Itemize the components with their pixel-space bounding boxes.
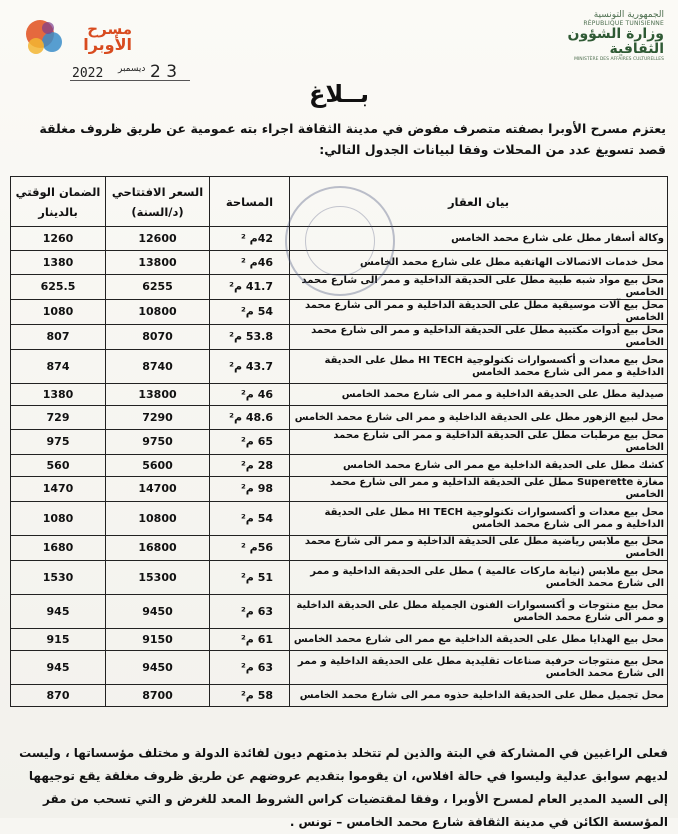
- table-row: [11, 502, 668, 536]
- cell-guarantee: 560: [11, 455, 106, 477]
- opera-logo-mark-icon: [22, 12, 70, 60]
- cell-guarantee: 945: [11, 651, 106, 685]
- cell-description: محل بيع معدات و أكسسوارات تكنولوجية HI TECH مطل على الحديقة الداخلية و ممر الى شارع محمد الخامس: [290, 350, 668, 384]
- cell-area: 43.7 م²: [210, 350, 290, 384]
- cell-guarantee: 1680: [11, 536, 106, 561]
- opera-logo-line1: مسرح: [87, 20, 132, 38]
- ministry-republic-fr: RÉPUBLIQUE TUNISIENNE: [583, 20, 664, 27]
- cell-guarantee: 915: [11, 629, 106, 651]
- ministry-name-fr: MINISTÈRE DES AFFAIRES CULTURELLES: [574, 57, 664, 62]
- official-stamp-inner: [305, 206, 375, 276]
- cell-price: 16800: [106, 536, 210, 561]
- cell-price: 10800: [106, 300, 210, 325]
- table-row: [11, 430, 668, 455]
- cell-area: 54 م²: [210, 502, 290, 536]
- cell-guarantee: 1260: [11, 227, 106, 251]
- cell-guarantee: 870: [11, 685, 106, 707]
- cell-guarantee: 625.5: [11, 275, 106, 300]
- closing-paragraph: فعلى الراغبين في المشاركة في البتة والذين لم تتخلد بذمتهم ديون لفائدة الدولة و مختلف مؤسساتها ، وليست لديهم سوابق عدلية وليسوا في حالة افلاس، ان يقوموا بتقديم عروضهم عن طريق ظروف مغلقة يقع توجيهها إلى السيد المدير العام لمسرح الأوبرا ، وفقا لمقتضيات كراس الشروط المعد للغرض و التي تسحب من مقر المؤسسة الكائن في مدينة الثقافة شارع محمد الخامس – تونس .: [19, 746, 668, 829]
- cell-area: 48.6 م²: [210, 406, 290, 430]
- cell-description: محل بيع أدوات مكتبية مطل على الحديقة الداخلية و ممر الى شارع محمد الخامس: [290, 325, 668, 350]
- header-price: السعر الافتتاحي (د/السنة): [106, 177, 210, 227]
- ministry-republic-ar: الجمهورية التونسية: [593, 10, 664, 20]
- ministry-name-ar: وزارة الشؤون الثقافية: [567, 26, 664, 57]
- cell-area: 51 م²: [210, 561, 290, 595]
- cell-description: محل بيع ملابس رياضية مطل على الحديقة الداخلية و ممر الى شارع محمد الخامس: [290, 536, 668, 561]
- cell-area: 53.8 م²: [210, 325, 290, 350]
- cell-description: وكالة أسفار مطل على شارع محمد الخامس: [290, 227, 668, 251]
- cell-price: 8740: [106, 350, 210, 384]
- table-row: [11, 325, 668, 350]
- cell-description: محل بيع آلات موسيقية مطل على الحديقة الداخلية و ممر الى شارع محمد الخامس: [290, 300, 668, 325]
- table-body: [11, 227, 668, 707]
- cell-description: كشك مطل على الحديقة الداخلية مع ممر الى شارع محمد الخامس: [290, 455, 668, 477]
- date-year: 2022: [72, 66, 104, 81]
- cell-price: 7290: [106, 406, 210, 430]
- cell-price: 9750: [106, 430, 210, 455]
- cell-description: محل بيع مرطبات مطل على الحديقة الداخلية و ممر الى شارع محمد الخامس: [290, 430, 668, 455]
- cell-price: 15300: [106, 561, 210, 595]
- cell-description: مغازة Superette مطل على الحديقة الداخلية و ممر الى شارع محمد الخامس: [290, 477, 668, 502]
- table-row: [11, 629, 668, 651]
- cell-price: 13800: [106, 251, 210, 275]
- cell-guarantee: 1080: [11, 300, 106, 325]
- cell-description: محل بيع منتوجات حرفية صناعات تقليدية مطل على الحديقة الداخلية و ممر الى شارع محمد الخامس: [290, 651, 668, 685]
- cell-description: محل بيع مواد شبه طبية مطل على الحديقة الداخلية و ممر الى شارع محمد الخامس: [290, 275, 668, 300]
- official-stamp: [285, 186, 395, 296]
- cell-description: محل خدمات الاتصالات الهاتفية مطل على شارع محمد الخامس: [290, 251, 668, 275]
- cell-area: 41.7 م²: [210, 275, 290, 300]
- cell-price: 9450: [106, 651, 210, 685]
- cell-guarantee: 1380: [11, 251, 106, 275]
- table-row: [11, 561, 668, 595]
- cell-area: 28 م²: [210, 455, 290, 477]
- table-row: [11, 595, 668, 629]
- cell-guarantee: 975: [11, 430, 106, 455]
- cell-description: محل بيع منتوجات و أكسسوارات الفنون الجميلة مطل على الحديقة الداخلية و ممر الى شارع محمد الخامس: [290, 595, 668, 629]
- cell-guarantee: 807: [11, 325, 106, 350]
- cell-area: 63 م²: [210, 651, 290, 685]
- header-area: المساحة: [210, 177, 290, 227]
- ministry-logo: [554, 10, 664, 62]
- cell-guarantee: 1470: [11, 477, 106, 502]
- cell-price: 6255: [106, 275, 210, 300]
- cell-price: 5600: [106, 455, 210, 477]
- cell-description: محل تجميل مطل على الحديقة الداخلية حذوه ممر الى شارع محمد الخامس: [290, 685, 668, 707]
- cell-price: 12600: [106, 227, 210, 251]
- cell-description: محل بيع الهدايا مطل على الحديقة الداخلية مع ممر الى شارع محمد الخامس: [290, 629, 668, 651]
- cell-guarantee: 945: [11, 595, 106, 629]
- cell-guarantee: 874: [11, 350, 106, 384]
- table-row: [11, 300, 668, 325]
- cell-description: محل بيع معدات و أكسسوارات تكنولوجية HI TECH مطل على الحديقة الداخلية و ممر الى شارع محمد الخامس: [290, 502, 668, 536]
- cell-area: 54 م²: [210, 300, 290, 325]
- cell-guarantee: 1080: [11, 502, 106, 536]
- document-date: [72, 62, 192, 82]
- table-row: [11, 685, 668, 707]
- cell-price: 9150: [106, 629, 210, 651]
- intro-paragraph: يعتزم مسرح الأوبرا بصفته متصرف مفوض في مدينة الثقافة اجراء بته عمومية عن طريق ظروف مغلقة قصد تسويغ عدد من المحلات وفقا لبيانات الجدول التالي:: [39, 121, 666, 157]
- opera-logo-text: [66, 22, 132, 52]
- cell-area: 56م ²: [210, 536, 290, 561]
- cell-price: 9450: [106, 595, 210, 629]
- cell-area: 58 م²: [210, 685, 290, 707]
- cell-price: 8070: [106, 325, 210, 350]
- opera-logo-line2: الأوبرا: [83, 35, 132, 54]
- table-row: [11, 406, 668, 430]
- cell-description: صيدلية مطل على الحديقة الداخلية و ممر الى شارع محمد الخامس: [290, 384, 668, 406]
- cell-description: محل بيع ملابس (نيابة ماركات عالمية ) مطل على الحديقة الداخلية و ممر الى شارع محمد الخامس: [290, 561, 668, 595]
- cell-area: 42م ²: [210, 227, 290, 251]
- table-row: [11, 651, 668, 685]
- opera-theatre-logo: [22, 12, 132, 64]
- cell-area: 61 م²: [210, 629, 290, 651]
- table-row: [11, 384, 668, 406]
- table-row: [11, 477, 668, 502]
- cell-area: 98 م²: [210, 477, 290, 502]
- cell-area: 46م ²: [210, 251, 290, 275]
- table-row: [11, 455, 668, 477]
- page-title: بــلاغ: [308, 80, 370, 108]
- date-month: ديسمبر: [118, 64, 146, 74]
- cell-price: 14700: [106, 477, 210, 502]
- cell-area: 46 م²: [210, 384, 290, 406]
- table-row: [11, 536, 668, 561]
- cell-guarantee: 1530: [11, 561, 106, 595]
- cell-price: 8700: [106, 685, 210, 707]
- header-description: بيان العقار: [290, 177, 668, 227]
- header-guarantee: الضمان الوقتي بالدينار: [11, 177, 106, 227]
- cell-area: 65 م²: [210, 430, 290, 455]
- cell-guarantee: 1380: [11, 384, 106, 406]
- cell-area: 63 م²: [210, 595, 290, 629]
- table-row: [11, 350, 668, 384]
- date-day: 2 3: [150, 62, 178, 82]
- cell-description: محل لبيع الزهور مطل على الحديقة الداخلية و ممر الى شارع محمد الخامس: [290, 406, 668, 430]
- cell-price: 13800: [106, 384, 210, 406]
- cell-price: 10800: [106, 502, 210, 536]
- cell-guarantee: 729: [11, 406, 106, 430]
